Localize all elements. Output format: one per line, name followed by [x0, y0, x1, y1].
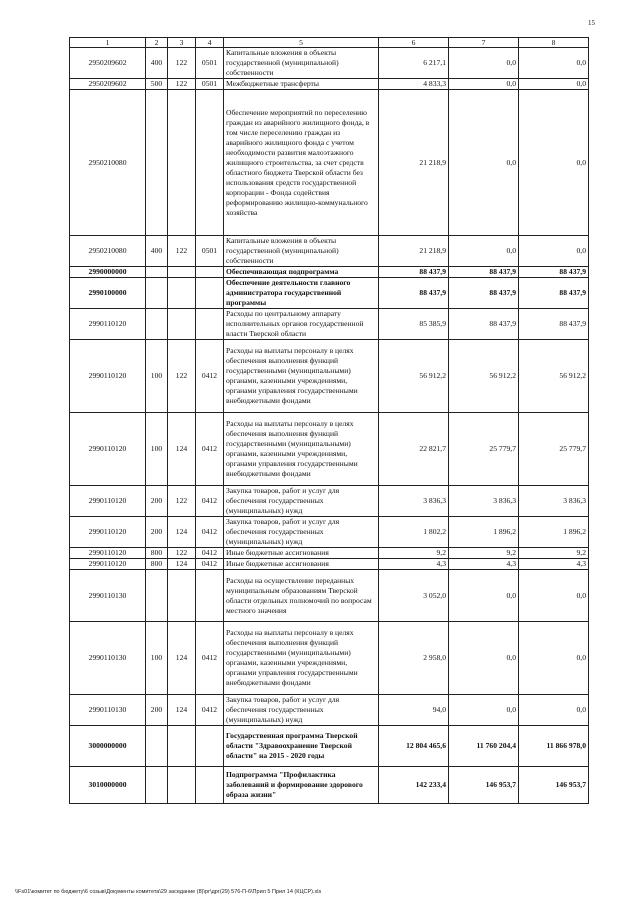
amount-cell: 3 052,0 [379, 570, 449, 622]
item-name-cell: Обеспечение мероприятий по переселению граждан из аварийного жилищного фонда, в том числе переселению граждан из аварийного жилищного фонда с учетом необходимости развития малоэтажного жилищного строительства, за счет средств областного бюджета Тверской области без использования средств государственной корпорации - Фонда содействия реформированию жилищно-коммунального хозяйства [224, 90, 379, 236]
amount-cell: 0,0 [449, 236, 519, 267]
expense-type-cell: 400 [146, 48, 168, 79]
amount-cell: 4 833,3 [379, 79, 449, 90]
table-row [70, 48, 589, 79]
amount-cell: 4,3 [379, 559, 449, 570]
admin-code-cell: 124 [168, 622, 196, 695]
section-code-cell [196, 726, 224, 767]
amount-cell: 0,0 [519, 570, 589, 622]
item-name-cell: Расходы на выплаты персоналу в целях обеспечения выполнения функций государственными (муниципальными) органами, казенными учреждениями, органами управления государственными внебюджетными фондами [224, 622, 379, 695]
expense-type-cell: 200 [146, 486, 168, 517]
section-code-cell: 0412 [196, 413, 224, 486]
budget-table [69, 37, 589, 804]
item-name-cell: Закупка товаров, работ и услуг для обеспечения государственных (муниципальных) нужд [224, 695, 379, 726]
amount-cell: 88 437,9 [519, 267, 589, 278]
amount-cell: 25 779,7 [519, 413, 589, 486]
expense-type-cell: 800 [146, 559, 168, 570]
kcsr-code-cell: 2950210080 [70, 236, 146, 267]
amount-cell: 21 218,9 [379, 90, 449, 236]
admin-code-cell [168, 278, 196, 309]
table-row [70, 236, 589, 267]
admin-code-cell [168, 309, 196, 340]
table-row [70, 90, 589, 236]
item-name-cell: Подпрограмма "Профилактика заболеваний и формирование здорового образа жизни" [224, 767, 379, 804]
amount-cell: 21 218,9 [379, 236, 449, 267]
expense-type-cell: 200 [146, 517, 168, 548]
section-code-cell [196, 767, 224, 804]
amount-cell: 142 233,4 [379, 767, 449, 804]
section-code-cell: 0412 [196, 622, 224, 695]
expense-type-cell: 500 [146, 79, 168, 90]
item-name-cell: Иные бюджетные ассигнования [224, 559, 379, 570]
kcsr-code-cell: 3010000000 [70, 767, 146, 804]
page-number: 15 [588, 19, 595, 27]
header-cell: 2 [146, 38, 168, 48]
item-name-cell: Капитальные вложения в объекты государственной (муниципальной) собственности [224, 236, 379, 267]
section-code-cell [196, 570, 224, 622]
admin-code-cell: 124 [168, 559, 196, 570]
item-name-cell: Расходы на выплаты персоналу в целях обеспечения выполнения функций государственными (муниципальными) органами, казенными учреждениями, органами управления государственными внебюджетными фондами [224, 413, 379, 486]
header-cell: 5 [224, 38, 379, 48]
expense-type-cell: 100 [146, 340, 168, 413]
table-row [70, 79, 589, 90]
admin-code-cell [168, 570, 196, 622]
kcsr-code-cell: 2990110120 [70, 413, 146, 486]
section-code-cell [196, 267, 224, 278]
amount-cell: 9,2 [449, 548, 519, 559]
section-code-cell: 0412 [196, 559, 224, 570]
expense-type-cell: 200 [146, 695, 168, 726]
item-name-cell: Капитальные вложения в объекты государственной (муниципальной) собственности [224, 48, 379, 79]
admin-code-cell: 122 [168, 340, 196, 413]
amount-cell: 88 437,9 [449, 267, 519, 278]
kcsr-code-cell: 2990110130 [70, 570, 146, 622]
header-row [70, 38, 589, 48]
item-name-cell: Расходы по центральному аппарату исполнительных органов государственной власти Тверской области [224, 309, 379, 340]
kcsr-code-cell: 3000000000 [70, 726, 146, 767]
admin-code-cell: 124 [168, 695, 196, 726]
section-code-cell: 0412 [196, 517, 224, 548]
section-code-cell: 0412 [196, 340, 224, 413]
expense-type-cell [146, 309, 168, 340]
amount-cell: 0,0 [519, 622, 589, 695]
amount-cell: 88 437,9 [449, 309, 519, 340]
amount-cell: 88 437,9 [519, 278, 589, 309]
amount-cell: 2 958,0 [379, 622, 449, 695]
kcsr-code-cell: 2990110120 [70, 559, 146, 570]
header-cell: 3 [168, 38, 196, 48]
table-row [70, 548, 589, 559]
amount-cell: 0,0 [449, 622, 519, 695]
amount-cell: 3 836,3 [379, 486, 449, 517]
admin-code-cell [168, 267, 196, 278]
header-cell: 6 [379, 38, 449, 48]
amount-cell: 0,0 [519, 48, 589, 79]
amount-cell: 1 896,2 [519, 517, 589, 548]
amount-cell: 4,3 [519, 559, 589, 570]
section-code-cell [196, 278, 224, 309]
amount-cell: 9,2 [379, 548, 449, 559]
section-code-cell: 0501 [196, 79, 224, 90]
table-row [70, 695, 589, 726]
amount-cell: 88 437,9 [449, 278, 519, 309]
admin-code-cell [168, 767, 196, 804]
item-name-cell: Иные бюджетные ассигнования [224, 548, 379, 559]
admin-code-cell [168, 90, 196, 236]
amount-cell: 1 802,2 [379, 517, 449, 548]
expense-type-cell [146, 267, 168, 278]
admin-code-cell: 122 [168, 236, 196, 267]
section-code-cell: 0501 [196, 236, 224, 267]
kcsr-code-cell: 2990110120 [70, 517, 146, 548]
amount-cell: 3 836,3 [449, 486, 519, 517]
section-code-cell: 0501 [196, 48, 224, 79]
item-name-cell: Обеспечение деятельности главного администратора государственной программы [224, 278, 379, 309]
admin-code-cell: 124 [168, 413, 196, 486]
table-row [70, 622, 589, 695]
admin-code-cell [168, 726, 196, 767]
kcsr-code-cell: 2990110120 [70, 548, 146, 559]
amount-cell: 88 437,9 [519, 309, 589, 340]
amount-cell: 0,0 [519, 90, 589, 236]
header-cell: 8 [519, 38, 589, 48]
expense-type-cell [146, 767, 168, 804]
item-name-cell: Закупка товаров, работ и услуг для обеспечения государственных (муниципальных) нужд [224, 517, 379, 548]
kcsr-code-cell: 2990100000 [70, 278, 146, 309]
amount-cell: 56 912,2 [449, 340, 519, 413]
item-name-cell: Расходы на осуществление переданных муниципальным образованиям Тверской области отдельных полномочий по вопросам местного значения [224, 570, 379, 622]
item-name-cell: Межбюджетные трансферты [224, 79, 379, 90]
header-cell: 7 [449, 38, 519, 48]
amount-cell: 22 821,7 [379, 413, 449, 486]
amount-cell: 56 912,2 [379, 340, 449, 413]
kcsr-code-cell: 2950210080 [70, 90, 146, 236]
item-name-cell: Обеспечивающая подпрограмма [224, 267, 379, 278]
section-code-cell [196, 309, 224, 340]
admin-code-cell: 122 [168, 79, 196, 90]
amount-cell: 0,0 [449, 695, 519, 726]
table-row [70, 570, 589, 622]
amount-cell: 11 866 978,0 [519, 726, 589, 767]
expense-type-cell: 100 [146, 622, 168, 695]
amount-cell: 146 953,7 [449, 767, 519, 804]
amount-cell: 94,0 [379, 695, 449, 726]
section-code-cell: 0412 [196, 486, 224, 517]
table-row [70, 309, 589, 340]
amount-cell: 85 385,9 [379, 309, 449, 340]
amount-cell: 12 804 465,6 [379, 726, 449, 767]
header-cell: 4 [196, 38, 224, 48]
amount-cell: 0,0 [519, 236, 589, 267]
table-row [70, 340, 589, 413]
amount-cell: 88 437,9 [379, 278, 449, 309]
item-name-cell: Закупка товаров, работ и услуг для обеспечения государственных (муниципальных) нужд [224, 486, 379, 517]
file-path-footer: \\Fs01\комитет по бюджету\6 созыв\Документы комитета\29 заседание (8)\рг\дрг(29) 576-П-6\Прил 5 Прил 14 (КЦСР).xls [15, 889, 322, 895]
kcsr-code-cell: 2990110130 [70, 622, 146, 695]
table-row [70, 726, 589, 767]
kcsr-code-cell: 2990110130 [70, 695, 146, 726]
expense-type-cell [146, 90, 168, 236]
amount-cell: 3 836,3 [519, 486, 589, 517]
section-code-cell: 0412 [196, 695, 224, 726]
table-row [70, 267, 589, 278]
kcsr-code-cell: 2990110120 [70, 340, 146, 413]
amount-cell: 6 217,1 [379, 48, 449, 79]
kcsr-code-cell: 2990110120 [70, 486, 146, 517]
item-name-cell: Расходы на выплаты персоналу в целях обеспечения выполнения функций государственными (муниципальными) органами, казенными учреждениями, органами управления государственными внебюджетными фондами [224, 340, 379, 413]
table-row [70, 767, 589, 804]
admin-code-cell: 124 [168, 517, 196, 548]
amount-cell: 0,0 [449, 79, 519, 90]
expense-type-cell: 400 [146, 236, 168, 267]
expense-type-cell [146, 278, 168, 309]
amount-cell: 0,0 [449, 90, 519, 236]
admin-code-cell: 122 [168, 486, 196, 517]
table-row [70, 486, 589, 517]
amount-cell: 4,3 [449, 559, 519, 570]
amount-cell: 11 760 204,4 [449, 726, 519, 767]
expense-type-cell [146, 726, 168, 767]
table-row [70, 559, 589, 570]
amount-cell: 25 779,7 [449, 413, 519, 486]
kcsr-code-cell: 2990000000 [70, 267, 146, 278]
amount-cell: 88 437,9 [379, 267, 449, 278]
amount-cell: 0,0 [449, 48, 519, 79]
section-code-cell [196, 90, 224, 236]
amount-cell: 0,0 [449, 570, 519, 622]
item-name-cell: Государственная программа Тверской области "Здравоохранение Тверской области" на 2015 - 2020 годы [224, 726, 379, 767]
admin-code-cell: 122 [168, 548, 196, 559]
amount-cell: 0,0 [519, 695, 589, 726]
expense-type-cell: 800 [146, 548, 168, 559]
table-row [70, 517, 589, 548]
amount-cell: 9,2 [519, 548, 589, 559]
amount-cell: 146 953,7 [519, 767, 589, 804]
table-row [70, 278, 589, 309]
kcsr-code-cell: 2950209602 [70, 48, 146, 79]
header-cell: 1 [70, 38, 146, 48]
amount-cell: 56 912,2 [519, 340, 589, 413]
expense-type-cell [146, 570, 168, 622]
amount-cell: 0,0 [519, 79, 589, 90]
kcsr-code-cell: 2990110120 [70, 309, 146, 340]
admin-code-cell: 122 [168, 48, 196, 79]
table-row [70, 413, 589, 486]
expense-type-cell: 100 [146, 413, 168, 486]
kcsr-code-cell: 2950209602 [70, 79, 146, 90]
amount-cell: 1 896,2 [449, 517, 519, 548]
section-code-cell: 0412 [196, 548, 224, 559]
